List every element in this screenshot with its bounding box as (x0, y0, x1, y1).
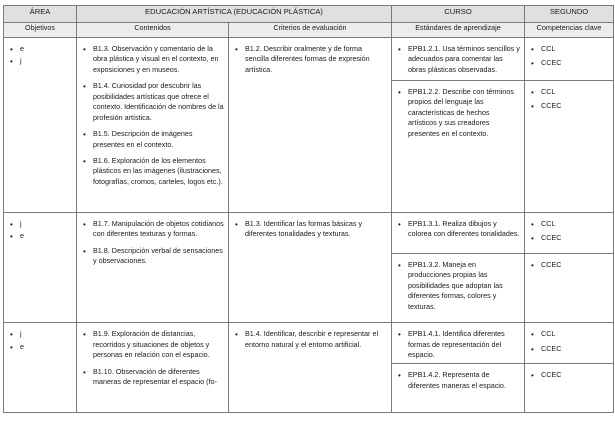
content-item: • B1.5. Descripción de imágenes presentes en el contexto. (83, 129, 224, 150)
objective-item: • e (10, 342, 72, 352)
course-label: CURSO (392, 6, 525, 23)
competence-block (525, 38, 613, 80)
content-item: • B1.3. Observación y comentario de la obra plástica y visual en el contexto, en exposiciones y en museos. (83, 44, 224, 75)
standard-block (392, 213, 524, 253)
criteria-cell (229, 323, 392, 413)
standard-item: • EPB1.3.2. Maneja en producciones propias las posibilidades que adoptan las diferentes formas, colores y texturas. (398, 260, 520, 312)
competence-block (525, 253, 613, 278)
criterion-item: • B1.3. Identificar las formas básicas y diferentes tonalidades y texturas. (235, 219, 387, 240)
content-item: • B1.7. Manipulación de objetos cotidianos con diferentes texturas y formas. (83, 219, 224, 240)
table-row (4, 213, 614, 323)
objective-item: • e (10, 231, 72, 241)
competence-item: • CCL (531, 329, 609, 339)
contents-cell (77, 38, 229, 213)
curriculum-table (3, 5, 614, 413)
standard-block (392, 38, 524, 80)
competence-item: • CCEC (531, 260, 609, 270)
criteria-cell (229, 38, 392, 213)
column-header-row (4, 23, 614, 38)
content-item: • B1.10. Observación de diferentes maneras de representar el espacio (fo- (83, 367, 224, 388)
col-competences: Competencias clave (525, 23, 614, 38)
competence-item: • CCEC (531, 344, 609, 354)
area-label: ÁREA (4, 6, 77, 23)
competence-item: • CCEC (531, 370, 609, 380)
competences-cell (525, 213, 614, 323)
objective-item: • e (10, 44, 72, 54)
content-item: • B1.9. Exploración de distancias, recorridos y situaciones de objetos y personas en relación con el espacio. (83, 329, 224, 360)
col-standards: Estándares de aprendizaje (392, 23, 525, 38)
competence-block (525, 80, 613, 120)
objectives-cell (4, 213, 77, 323)
criteria-cell (229, 213, 392, 323)
objective-item: • j (10, 56, 72, 66)
competences-cell (525, 38, 614, 213)
contents-cell (77, 213, 229, 323)
standard-item: • EPB1.3.1. Realiza dibujos y colorea con diferentes tonalidades. (398, 219, 520, 240)
standards-cell (392, 323, 525, 413)
standard-block (392, 253, 524, 322)
competence-item: • CCEC (531, 58, 609, 68)
standards-cell (392, 213, 525, 323)
standard-item: • EPB1.4.2. Representa de diferentes maneras el espacio. (398, 370, 520, 391)
col-criteria: Criterios de evaluación (229, 23, 392, 38)
competence-item: • CCL (531, 219, 609, 229)
header-row (4, 6, 614, 23)
content-item: • B1.8. Descripción verbal de sensaciones y observaciones. (83, 246, 224, 267)
standards-cell (392, 38, 525, 213)
competence-item: • CCEC (531, 101, 609, 111)
competence-item: • CCL (531, 44, 609, 54)
course-value: SEGUNDO (525, 6, 614, 23)
col-contents: Contenidos (77, 23, 229, 38)
standard-item: • EPB1.2.2. Describe con términos propios del lenguaje las características de hechos artísticos y sus creadores presentes en el contexto. (398, 87, 520, 139)
content-item: • B1.6. Exploración de los elementos plásticos en las imágenes (ilustraciones, fotografías, cromos, carteles, logos etc.). (83, 156, 224, 187)
table-row (4, 323, 614, 413)
competence-item: • CCL (531, 87, 609, 97)
table-row (4, 38, 614, 213)
standard-block (392, 80, 524, 149)
subject-title: EDUCACIÓN ARTÍSTICA (EDUCACIÓN PLÁSTICA) (77, 6, 392, 23)
objective-item: • j (10, 329, 72, 339)
content-item: • B1.4. Curiosidad por descubrir las posibilidades artísticas que ofrece el contexto. Identificación de nombres de la profesión artística. (83, 81, 224, 123)
col-objectives: Objetivos (4, 23, 77, 38)
competences-cell (525, 323, 614, 413)
objectives-cell (4, 38, 77, 213)
standard-block (392, 323, 524, 363)
competence-block (525, 213, 613, 253)
standard-block (392, 363, 524, 401)
contents-cell (77, 323, 229, 413)
standard-item: • EPB1.2.1. Usa términos sencillos y adecuados para comentar las obras plásticas observadas. (398, 44, 520, 75)
competence-block (525, 363, 613, 388)
standard-item: • EPB1.4.1. Identifica diferentes formas de representación del espacio. (398, 329, 520, 360)
competence-block (525, 323, 613, 363)
objectives-cell (4, 323, 77, 413)
objective-item: • j (10, 219, 72, 229)
criterion-item: • B1.2. Describir oralmente y de forma sencilla diferentes formas de expresión artística. (235, 44, 387, 75)
criterion-item: • B1.4. Identificar, describir e representar el entorno natural y el entorno artificial. (235, 329, 387, 350)
competence-item: • CCEC (531, 233, 609, 243)
